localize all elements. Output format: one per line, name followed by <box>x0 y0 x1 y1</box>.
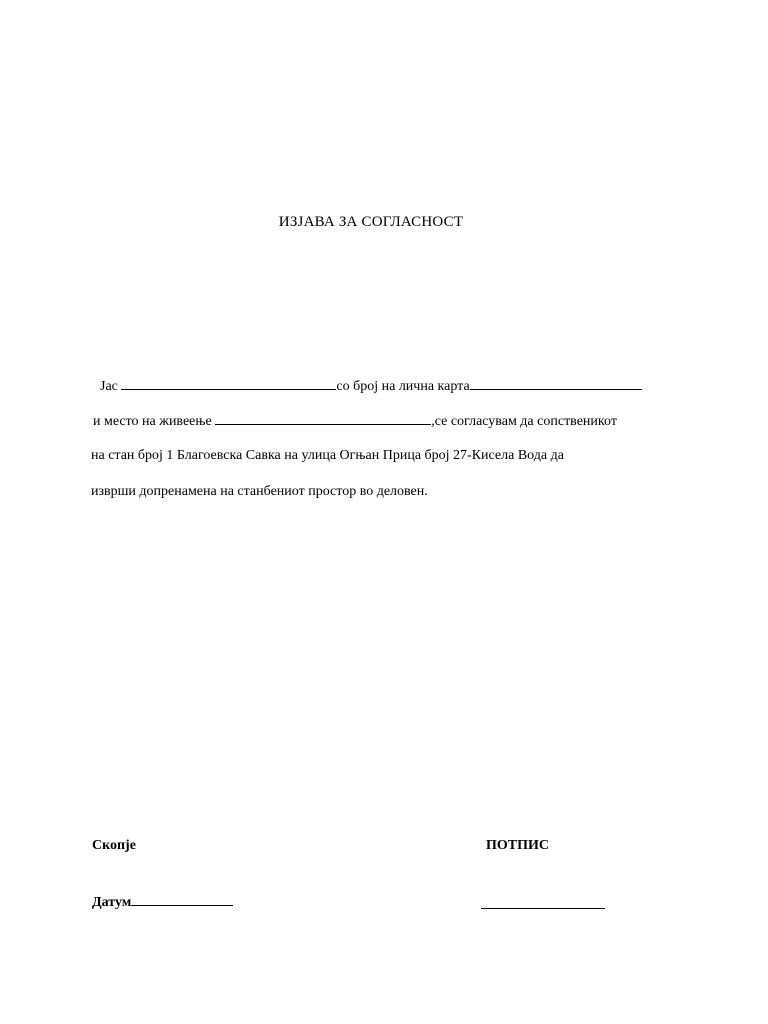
date-blank[interactable] <box>131 892 233 906</box>
signature-blank[interactable] <box>481 896 605 909</box>
document-title: ИЗЈАВА ЗА СОГЛАСНОСТ <box>278 214 464 230</box>
body-line-3: на стан број 1 Благоевска Савка на улица Огњан Прица број 27-Кисела Вода да <box>91 448 564 463</box>
date-label: Датум <box>92 895 132 910</box>
residence-blank[interactable] <box>215 411 431 425</box>
body-line-1 <box>100 376 642 396</box>
line2-prefix: и место на живеење <box>93 414 216 429</box>
signature-label: ПОТПИС <box>486 838 550 853</box>
body-line-4: изврши допренамена на станбениот простор во деловен. <box>91 484 428 499</box>
name-blank[interactable] <box>121 376 336 390</box>
line1-mid: со број на лична карта <box>336 379 470 394</box>
body-line-2 <box>93 411 617 431</box>
date-row <box>92 892 233 911</box>
line1-prefix: Јас <box>100 379 122 394</box>
id-card-blank[interactable] <box>470 376 642 390</box>
line2-suffix: ,се согласувам да сопственикот <box>431 414 617 429</box>
city-label: Скопје <box>92 838 136 853</box>
